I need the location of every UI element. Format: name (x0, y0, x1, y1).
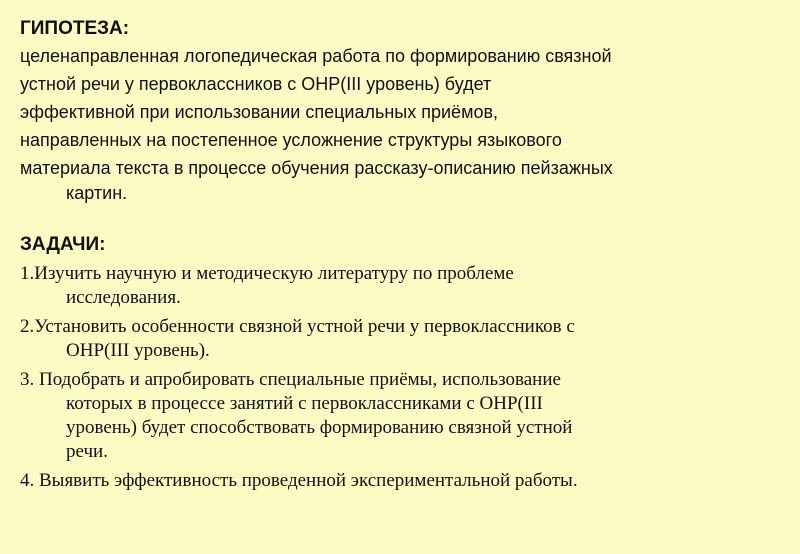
hypothesis-line: устной речи у первоклассников с ОНР(III уровень) будет (20, 74, 492, 94)
hypothesis-title: ГИПОТЕЗА: (20, 18, 130, 39)
task-line: которых в процессе занятий с первоклассниками с ОНР(III (66, 393, 543, 414)
task-line: ОНР(III уровень). (66, 340, 210, 361)
task-line: исследования. (66, 287, 181, 308)
task-item (20, 469, 780, 493)
task-line: 3. Подобрать и апробировать специальные приёмы, использование (20, 369, 561, 390)
hypothesis-line: материала текста в процессе обучения рассказу-описанию пейзажных (20, 158, 613, 178)
section-spacer (20, 204, 780, 232)
hypothesis-text (20, 42, 780, 204)
task-line: 4. Выявить эффективность проведенной экспериментальной работы. (20, 470, 578, 491)
hypothesis-line: направленных на постепенное усложнение структуры языкового (20, 130, 562, 150)
slide-content (20, 16, 780, 498)
task-line: 1.Изучить научную и методическую литературу по проблеме (20, 263, 514, 284)
task-line: речи. (66, 441, 108, 462)
task-item (20, 368, 780, 464)
hypothesis-line: картин. (66, 183, 128, 203)
task-line: уровень) будет способствовать формированию связной устной (66, 417, 573, 438)
tasks-list (20, 262, 780, 493)
hypothesis-line: эффективной при использовании специальных приёмов, (20, 102, 499, 122)
task-line: 2.Установить особенности связной устной речи у первоклассников с (20, 316, 575, 337)
task-item (20, 262, 780, 310)
task-item (20, 315, 780, 363)
tasks-title: ЗАДАЧИ: (20, 234, 106, 255)
hypothesis-line: целенаправленная логопедическая работа по формированию связной (20, 46, 612, 66)
